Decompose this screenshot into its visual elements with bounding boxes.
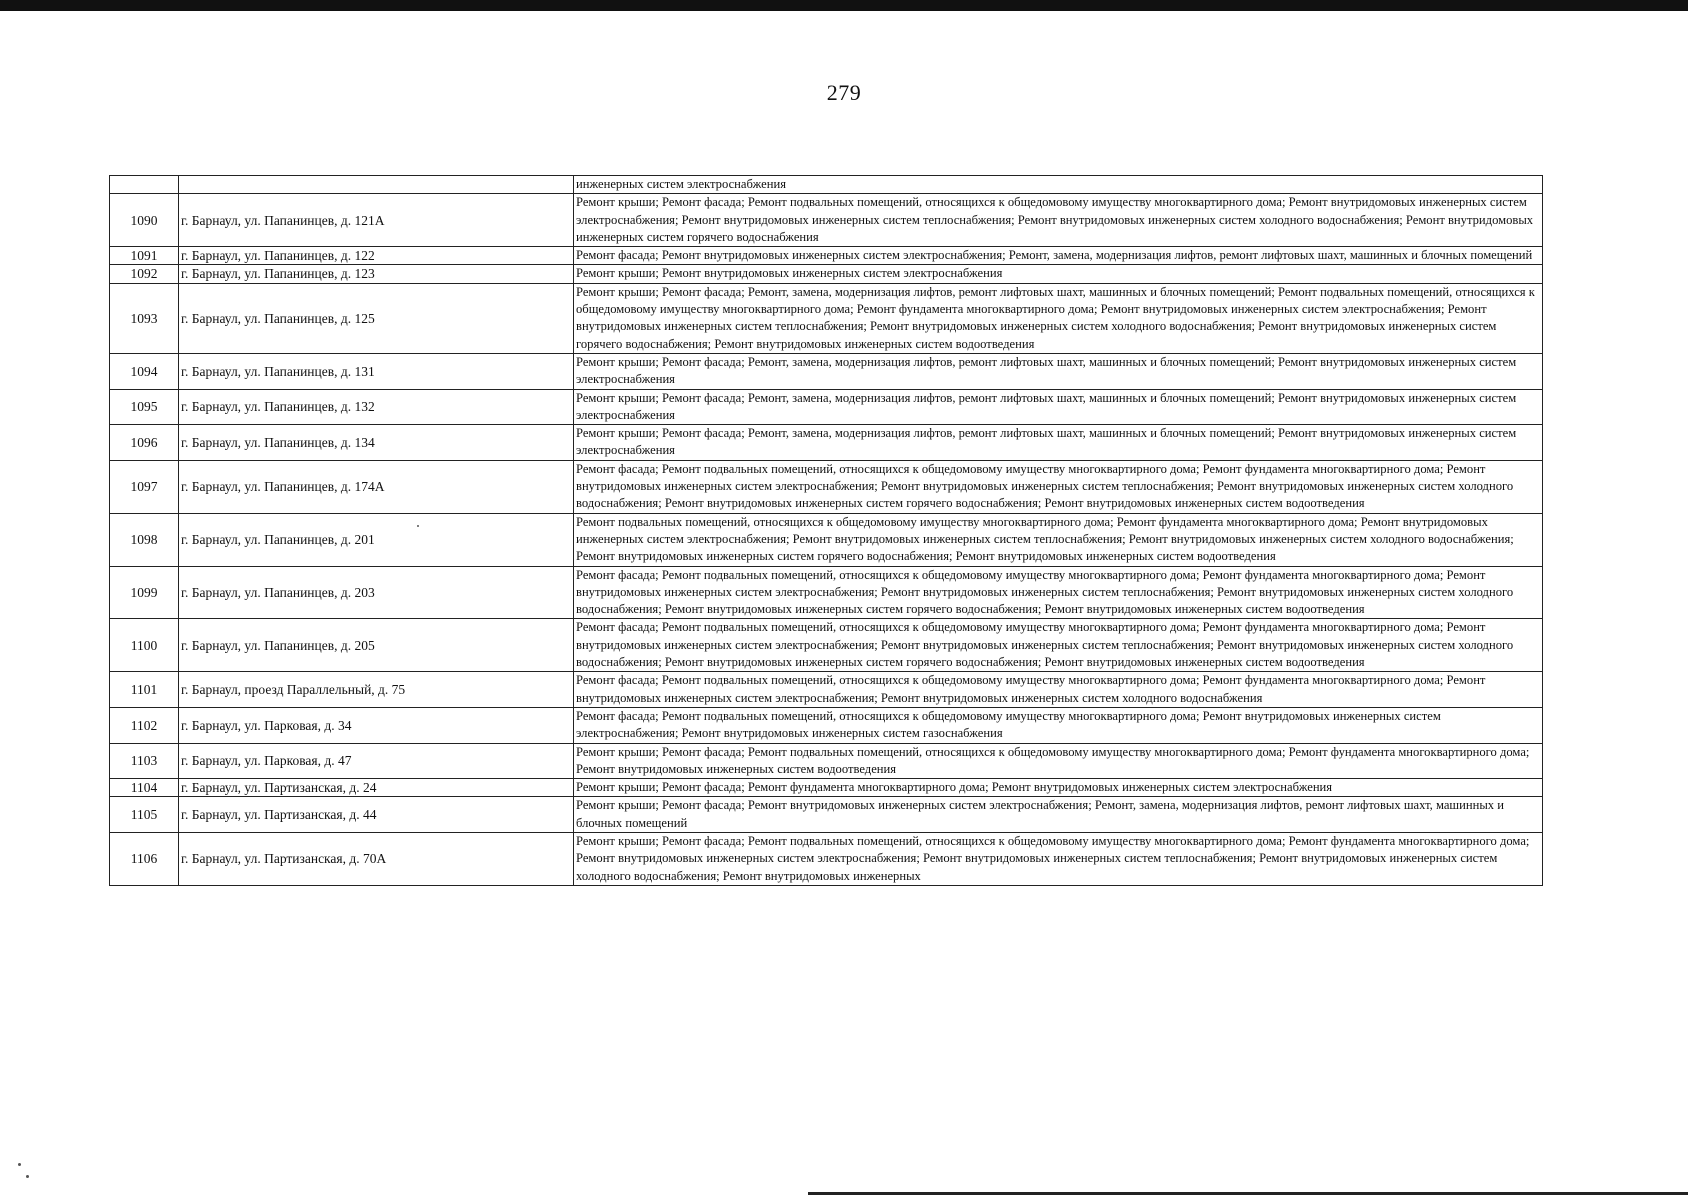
row-number-cell: 1092 [110,265,179,283]
address-cell: г. Барнаул, ул. Парковая, д. 47 [179,743,574,779]
address-cell: г. Барнаул, проезд Параллельный, д. 75 [179,672,574,708]
row-number-cell: 1095 [110,389,179,425]
row-number-cell: 1097 [110,460,179,513]
table-row [110,460,1543,513]
scan-speck [417,525,419,527]
repair-works-cell: Ремонт фасада; Ремонт подвальных помещений, относящихся к общедомовому имуществу многоквартирного дома; Ремонт фундамента многоквартирного дома; Ремонт внутридомовых инженерных систем электроснабжения; Ремонт внутридомовых инженерных систем теплоснабжения; Ремонт внутридомовых инженерных систем холодного водоснабжения; Ремонт внутридомовых инженерных систем горячего водоснабжения; Ремонт внутридомовых инженерных систем водоотведения [574,619,1543,672]
row-number-cell: 1090 [110,194,179,247]
address-cell: г. Барнаул, ул. Папанинцев, д. 203 [179,566,574,619]
table-row [110,283,1543,353]
repair-works-cell: Ремонт крыши; Ремонт фасада; Ремонт подвальных помещений, относящихся к общедомовому имуществу многоквартирного дома; Ремонт фундамента многоквартирного дома; Ремонт внутридомовых инженерных систем электроснабжения; Ремонт внутридомовых инженерных систем теплоснабжения; Ремонт внутридомовых инженерных систем холодного водоснабжения; Ремонт внутридомовых инженерных [574,832,1543,885]
row-number-cell: 1096 [110,425,179,461]
scan-speck [26,1175,29,1178]
table-row [110,194,1543,247]
scan-top-edge [0,0,1688,11]
table-row [110,832,1543,885]
repair-works-cell: Ремонт крыши; Ремонт фасада; Ремонт подвальных помещений, относящихся к общедомовому имуществу многоквартирного дома; Ремонт внутридомовых инженерных систем электроснабжения; Ремонт внутридомовых инженерных систем теплоснабжения; Ремонт внутридомовых инженерных систем холодного водоснабжения; Ремонт внутридомовых инженерных систем горячего водоснабжения [574,194,1543,247]
row-number-cell: 1091 [110,247,179,265]
address-cell: г. Барнаул, ул. Парковая, д. 34 [179,707,574,743]
scan-speck [18,1163,21,1166]
address-cell: г. Барнаул, ул. Папанинцев, д. 122 [179,247,574,265]
repair-works-cell: Ремонт фасада; Ремонт внутридомовых инженерных систем электроснабжения; Ремонт, замена, модернизация лифтов, ремонт лифтовых шахт, машинных и блочных помещений [574,247,1543,265]
row-number-cell: 1104 [110,779,179,797]
address-cell: г. Барнаул, ул. Папанинцев, д. 121А [179,194,574,247]
table-row [110,566,1543,619]
address-cell: г. Барнаул, ул. Партизанская, д. 24 [179,779,574,797]
scan-bottom-edge [808,1192,1688,1195]
repair-works-cell: Ремонт крыши; Ремонт фасада; Ремонт, замена, модернизация лифтов, ремонт лифтовых шахт, машинных и блочных помещений; Ремонт подвальных помещений, относящихся к общедомовому имуществу многоквартирного дома; Ремонт фундамента многоквартирного дома; Ремонт внутридомовых инженерных систем электроснабжения; Ремонт внутридомовых инженерных систем теплоснабжения; Ремонт внутридомовых инженерных систем холодного водоснабжения; Ремонт внутридомовых инженерных систем горячего водоснабжения; Ремонт внутридомовых инженерных систем водоотведения [574,283,1543,353]
row-number-cell: 1103 [110,743,179,779]
repair-registry-table [109,175,1543,886]
repair-works-cell: Ремонт подвальных помещений, относящихся к общедомовому имуществу многоквартирного дома; Ремонт фундамента многоквартирного дома; Ремонт внутридомовых инженерных систем электроснабжения; Ремонт внутридомовых инженерных систем теплоснабжения; Ремонт внутридомовых инженерных систем холодного водоснабжения; Ремонт внутридомовых инженерных систем горячего водоснабжения; Ремонт внутридомовых инженерных систем водоотведения [574,513,1543,566]
row-number-cell: 1093 [110,283,179,353]
row-number-cell [110,176,179,194]
page-number: 279 [826,80,862,105]
address-cell: г. Барнаул, ул. Папанинцев, д. 131 [179,353,574,389]
repair-works-cell: Ремонт фасада; Ремонт подвальных помещений, относящихся к общедомовому имуществу многоквартирного дома; Ремонт фундамента многоквартирного дома; Ремонт внутридомовых инженерных систем электроснабжения; Ремонт внутридомовых инженерных систем теплоснабжения; Ремонт внутридомовых инженерных систем холодного водоснабжения; Ремонт внутридомовых инженерных систем горячего водоснабжения; Ремонт внутридомовых инженерных систем водоотведения [574,566,1543,619]
address-cell [179,176,574,194]
row-number-cell: 1106 [110,832,179,885]
address-cell: г. Барнаул, ул. Папанинцев, д. 132 [179,389,574,425]
address-cell: г. Барнаул, ул. Папанинцев, д. 174А [179,460,574,513]
address-cell: г. Барнаул, ул. Партизанская, д. 44 [179,797,574,833]
table-row [110,743,1543,779]
repair-works-cell: Ремонт фасада; Ремонт подвальных помещений, относящихся к общедомовому имуществу многоквартирного дома; Ремонт внутридомовых инженерных систем электроснабжения; Ремонт внутридомовых инженерных систем газоснабжения [574,707,1543,743]
address-cell: г. Барнаул, ул. Партизанская, д. 70А [179,832,574,885]
repair-works-cell: Ремонт крыши; Ремонт фасада; Ремонт, замена, модернизация лифтов, ремонт лифтовых шахт, машинных и блочных помещений; Ремонт внутридомовых инженерных систем электроснабжения [574,425,1543,461]
address-cell: г. Барнаул, ул. Папанинцев, д. 134 [179,425,574,461]
table-row [110,779,1543,797]
table-row [110,707,1543,743]
table-row [110,265,1543,283]
repair-works-cell: Ремонт крыши; Ремонт фасада; Ремонт внутридомовых инженерных систем электроснабжения; Ремонт, замена, модернизация лифтов, ремонт лифтовых шахт, машинных и блочных помещений [574,797,1543,833]
repair-works-cell: Ремонт крыши; Ремонт фасада; Ремонт, замена, модернизация лифтов, ремонт лифтовых шахт, машинных и блочных помещений; Ремонт внутридомовых инженерных систем электроснабжения [574,389,1543,425]
address-cell: г. Барнаул, ул. Папанинцев, д. 123 [179,265,574,283]
table-row [110,176,1543,194]
repair-works-cell: Ремонт фасада; Ремонт подвальных помещений, относящихся к общедомовому имуществу многоквартирного дома; Ремонт фундамента многоквартирного дома; Ремонт внутридомовых инженерных систем электроснабжения; Ремонт внутридомовых инженерных систем теплоснабжения; Ремонт внутридомовых инженерных систем холодного водоснабжения; Ремонт внутридомовых инженерных систем горячего водоснабжения; Ремонт внутридомовых инженерных систем водоотведения [574,460,1543,513]
repair-works-cell: Ремонт крыши; Ремонт фасада; Ремонт подвальных помещений, относящихся к общедомовому имуществу многоквартирного дома; Ремонт фундамента многоквартирного дома; Ремонт внутридомовых инженерных систем водоотведения [574,743,1543,779]
table-row [110,353,1543,389]
table-row [110,619,1543,672]
table-row [110,425,1543,461]
address-cell: г. Барнаул, ул. Папанинцев, д. 125 [179,283,574,353]
repair-works-cell: инженерных систем электроснабжения [574,176,1543,194]
repair-works-cell: Ремонт крыши; Ремонт фасада; Ремонт, замена, модернизация лифтов, ремонт лифтовых шахт, машинных и блочных помещений; Ремонт внутридомовых инженерных систем электроснабжения [574,353,1543,389]
address-cell: г. Барнаул, ул. Папанинцев, д. 205 [179,619,574,672]
row-number-cell: 1100 [110,619,179,672]
table-row [110,672,1543,708]
table-row [110,247,1543,265]
repair-works-cell: Ремонт крыши; Ремонт фасада; Ремонт фундамента многоквартирного дома; Ремонт внутридомовых инженерных систем электроснабжения [574,779,1543,797]
table-row [110,797,1543,833]
repair-works-cell: Ремонт крыши; Ремонт внутридомовых инженерных систем электроснабжения [574,265,1543,283]
address-cell: г. Барнаул, ул. Папанинцев, д. 201 [179,513,574,566]
table-row [110,513,1543,566]
row-number-cell: 1094 [110,353,179,389]
row-number-cell: 1101 [110,672,179,708]
row-number-cell: 1102 [110,707,179,743]
row-number-cell: 1105 [110,797,179,833]
table-row [110,389,1543,425]
registry-table-body [110,176,1543,886]
row-number-cell: 1098 [110,513,179,566]
row-number-cell: 1099 [110,566,179,619]
repair-works-cell: Ремонт фасада; Ремонт подвальных помещений, относящихся к общедомовому имуществу многоквартирного дома; Ремонт фундамента многоквартирного дома; Ремонт внутридомовых инженерных систем электроснабжения; Ремонт внутридомовых инженерных систем холодного водоснабжения [574,672,1543,708]
